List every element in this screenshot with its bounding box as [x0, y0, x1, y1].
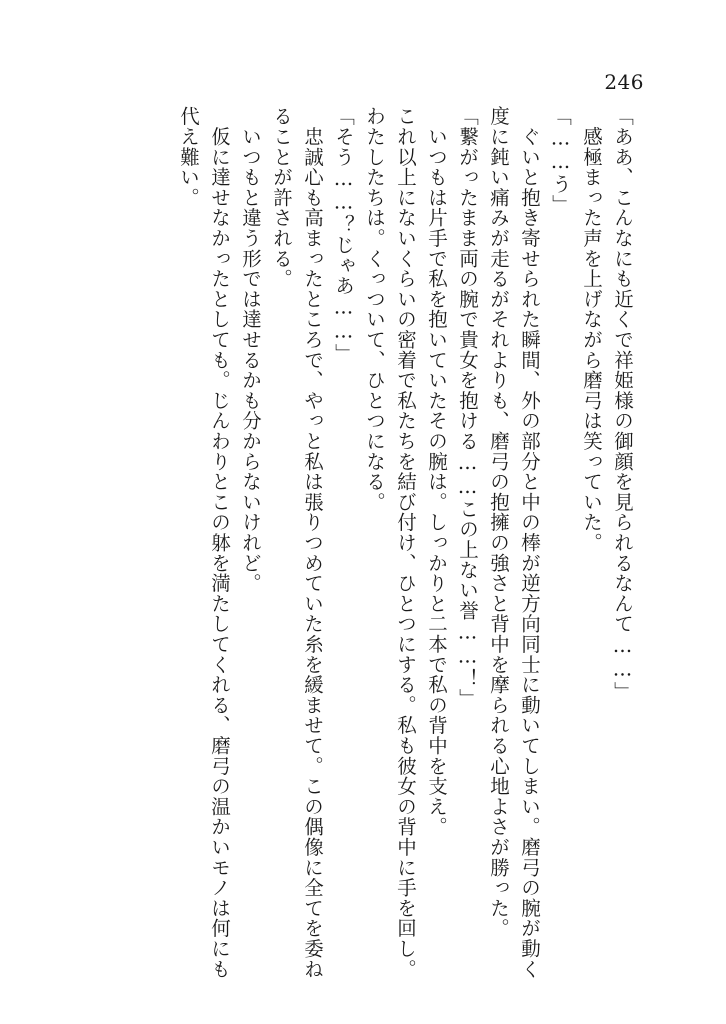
text-line: 「そう……？じゃあ……」: [332, 106, 355, 364]
text-line: ぐいと抱き寄せられた瞬間、外の部分と中の棒が逆方向同士に動いてしまい。磨弓の腕が動く: [518, 106, 541, 979]
text-line: 「繋がったまま両の腕で貴女を抱ける……この上ない誉……！」: [456, 106, 479, 709]
text-line: 度に鈍い痛みが走るがそれよりも、磨弓の抱擁の強さと背中を摩られる心地よさが勝った。: [487, 106, 510, 939]
text-line: 「……う」: [549, 106, 572, 215]
text-line: わたしたちは。くっついて、ひとつになる。: [363, 106, 386, 512]
text-line: いつもと違う形では達せるかも分からないけれど。: [239, 106, 262, 594]
page-number: 246: [604, 70, 644, 94]
text-line: 代え難い。: [177, 106, 200, 208]
text-line: これ以上にないくらいの密着で私たちを結び付け、ひとつにする。私も彼女の背中に手を回し。: [394, 106, 417, 979]
text-line: 忠誠心も高まったところで、やっと私は張りつめていた糸を緩ませて。この偶像に全てを委ね: [301, 106, 324, 979]
vertical-text-block: [78, 106, 638, 986]
text-line: 仮に達せなかったとしても。じんわりとこの躰を満たしてくれる、磨弓の温かいモノは何にも: [208, 106, 231, 979]
text-line: いつもは片手で私を抱いていたその腕は。しっかりと二本で私の背中を支え。: [425, 106, 448, 837]
text-line: ることが許される。: [270, 106, 293, 289]
text-line: 「ああ、こんなにも近くで祥姫様の御顔を見られるなんて……」: [611, 106, 634, 702]
text-line: 感極まった声を上げながら磨弓は笑っていた。: [580, 106, 603, 553]
